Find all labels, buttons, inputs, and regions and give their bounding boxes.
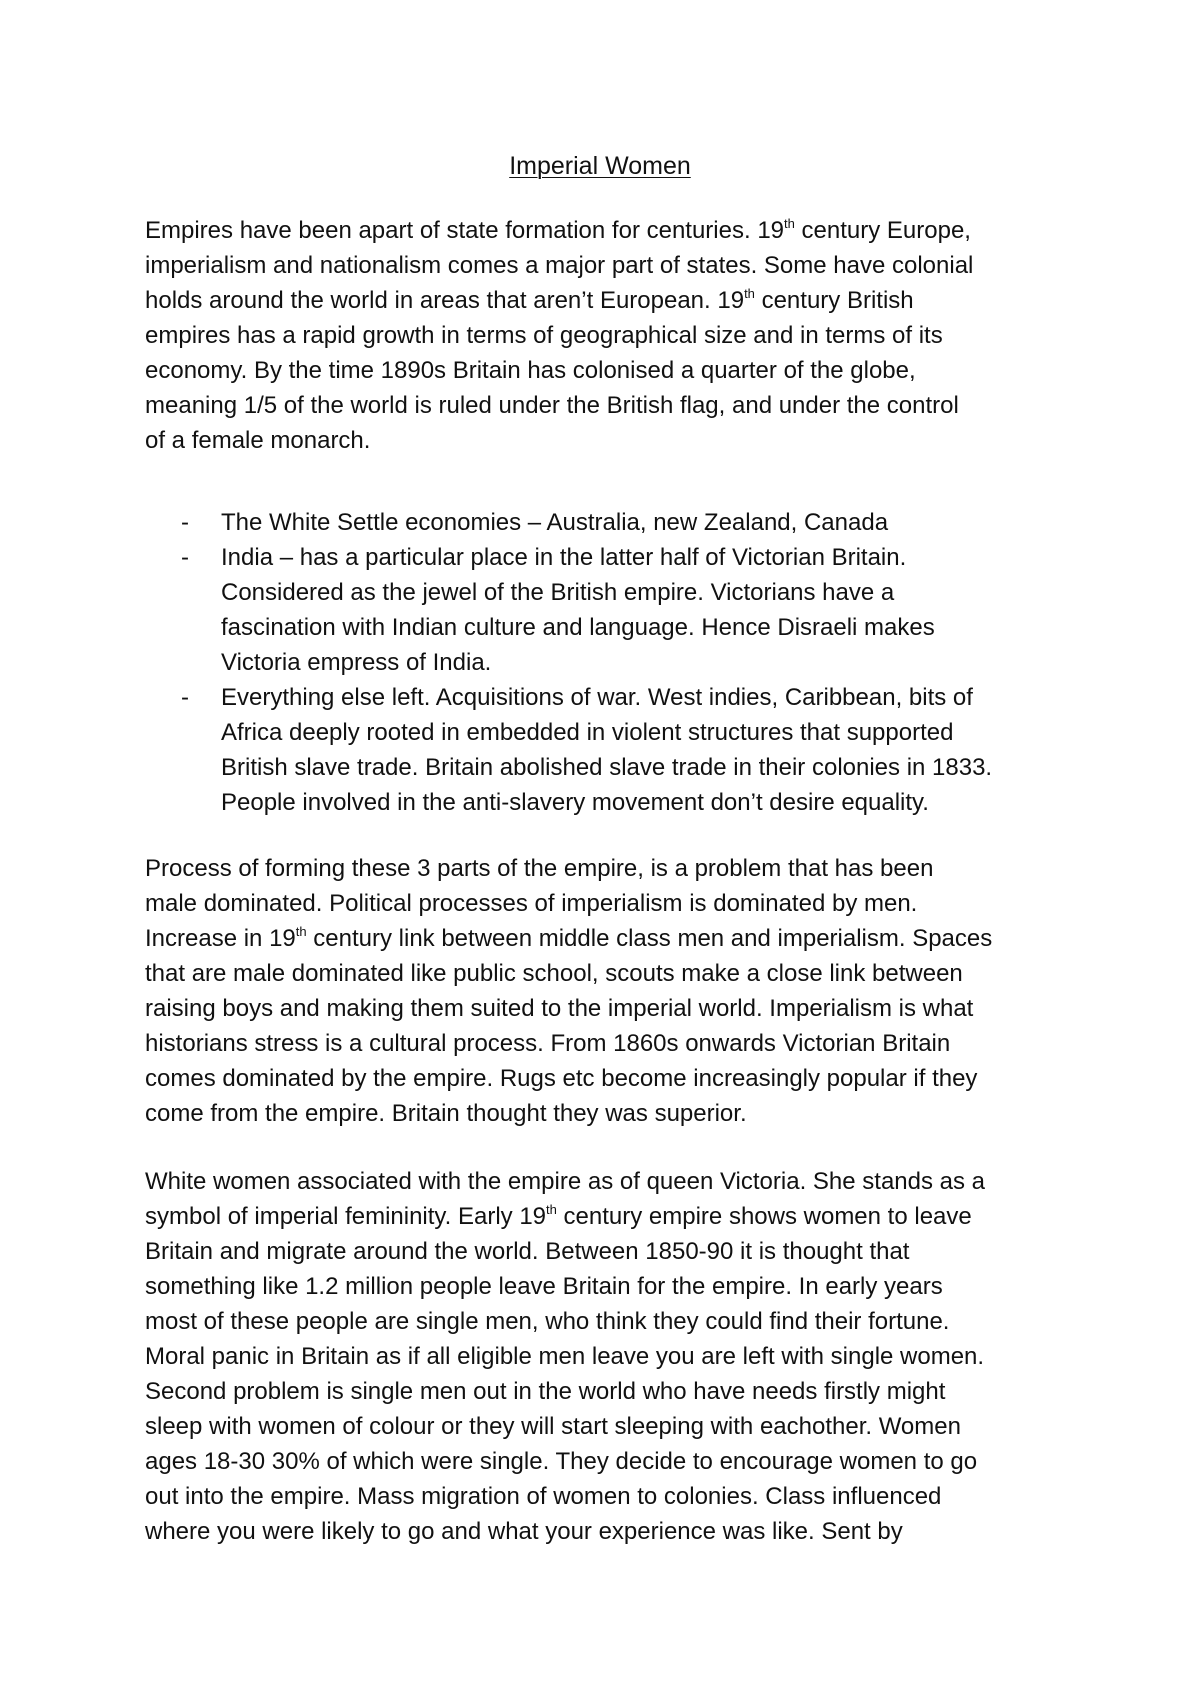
text-line [145, 1199, 1075, 1234]
text-segment: Africa deeply rooted in embedded in violent structures that supported [221, 719, 954, 746]
text-line [145, 921, 1075, 956]
empire-parts-list [145, 505, 1075, 820]
text-segment: Increase in 19 [145, 925, 296, 952]
ordinal-superscript: th [546, 1202, 557, 1217]
text-line [145, 318, 1075, 353]
text-line [221, 610, 1075, 645]
paragraph-white-women [145, 1164, 1075, 1549]
text-segment: British slave trade. Britain abolished slave trade in their colonies in 1833. [221, 754, 993, 781]
text-segment: Considered as the jewel of the British empire. Victorians have a [221, 579, 895, 606]
text-segment: ages 18-30 30% of which were single. They decide to encourage women to go [145, 1448, 978, 1475]
text-line [221, 505, 1075, 540]
paragraph-empires [145, 213, 1075, 458]
text-segment: century Europe, [794, 217, 971, 244]
text-segment: most of these people are single men, who think they could find their fortune. [145, 1308, 950, 1335]
text-line [145, 388, 1075, 423]
text-line [145, 991, 1075, 1026]
dash-bullet-marker: - [181, 684, 189, 711]
text-segment: Process of forming these 3 parts of the empire, is a problem that has been [145, 855, 934, 882]
text-segment: of a female monarch. [145, 427, 371, 454]
text-line [145, 248, 1075, 283]
text-line [145, 1304, 1075, 1339]
text-line [221, 715, 1075, 750]
text-segment: Second problem is single men out in the world who have needs firstly might [145, 1378, 946, 1405]
text-segment: People involved in the anti-slavery movement don’t desire equality. [221, 789, 929, 816]
text-line [145, 1444, 1075, 1479]
text-segment: century British [754, 287, 914, 314]
text-segment: Victoria empress of India. [221, 649, 492, 676]
text-segment: holds around the world in areas that aren’t European. 19 [145, 287, 745, 314]
text-segment: meaning 1/5 of the world is ruled under the British flag, and under the control [145, 392, 959, 419]
text-line [145, 851, 1075, 886]
text-line [145, 283, 1075, 318]
text-line [221, 750, 1075, 785]
text-segment: empires has a rapid growth in terms of geographical size and in terms of its [145, 322, 943, 349]
text-line [145, 1096, 1075, 1131]
text-segment: where you were likely to go and what your experience was like. Sent by [145, 1518, 903, 1545]
text-line [145, 213, 1075, 248]
text-segment: comes dominated by the empire. Rugs etc become increasingly popular if they [145, 1065, 978, 1092]
text-segment: economy. By the time 1890s Britain has colonised a quarter of the globe, [145, 357, 916, 384]
text-segment: come from the empire. Britain thought they was superior. [145, 1100, 747, 1127]
ordinal-superscript: th [784, 216, 795, 231]
list-item [145, 505, 1075, 540]
text-segment: Empires have been apart of state formation for centuries. 19 [145, 217, 785, 244]
text-segment: male dominated. Political processes of imperialism is dominated by men. [145, 890, 918, 917]
text-line [145, 1409, 1075, 1444]
text-line [145, 1479, 1075, 1514]
text-segment: The White Settle economies – Australia, new Zealand, Canada [221, 509, 889, 536]
text-line [221, 680, 1075, 715]
text-line [221, 645, 1075, 680]
list-item [145, 680, 1075, 820]
text-segment: century empire shows women to leave [556, 1203, 972, 1230]
text-line [145, 1026, 1075, 1061]
text-segment: fascination with Indian culture and language. Hence Disraeli makes [221, 614, 935, 641]
text-line [145, 1514, 1075, 1549]
dash-bullet-marker: - [181, 509, 189, 536]
text-segment: symbol of imperial femininity. Early 19 [145, 1203, 547, 1230]
text-segment: raising boys and making them suited to the imperial world. Imperialism is what [145, 995, 974, 1022]
text-line [145, 956, 1075, 991]
text-line [145, 1339, 1075, 1374]
text-line [221, 575, 1075, 610]
text-segment: that are male dominated like public school, scouts make a close link between [145, 960, 963, 987]
text-line [221, 540, 1075, 575]
text-line [145, 423, 1075, 458]
text-segment: out into the empire. Mass migration of women to colonies. Class influenced [145, 1483, 942, 1510]
text-line [145, 353, 1075, 388]
ordinal-superscript: th [295, 924, 307, 939]
text-segment: century link between middle class men and imperialism. Spaces [306, 925, 993, 952]
text-line [145, 1269, 1075, 1304]
text-line [145, 1061, 1075, 1096]
paragraph-male-dominated [145, 851, 1075, 1131]
text-line [145, 1164, 1075, 1199]
text-segment: Everything else left. Acquisitions of war. West indies, Caribbean, bits of [221, 684, 973, 711]
list-item [145, 540, 1075, 680]
text-segment: sleep with women of colour or they will start sleeping with eachother. Women [145, 1413, 961, 1440]
text-segment: historians stress is a cultural process. From 1860s onwards Victorian Britain [145, 1030, 951, 1057]
dash-bullet-marker: - [181, 544, 189, 571]
text-segment: White women associated with the empire as of queen Victoria. She stands as a [145, 1168, 986, 1195]
text-segment: India – has a particular place in the latter half of Victorian Britain. [221, 544, 907, 571]
text-line [145, 1234, 1075, 1269]
text-segment: Britain and migrate around the world. Between 1850-90 it is thought that [145, 1238, 910, 1265]
ordinal-superscript: th [744, 286, 755, 301]
page-title: Imperial Women [509, 152, 691, 180]
text-segment: Moral panic in Britain as if all eligible men leave you are left with single women. [145, 1343, 985, 1370]
text-line [221, 785, 1075, 820]
text-line [145, 1374, 1075, 1409]
text-line [145, 886, 1075, 921]
text-segment: something like 1.2 million people leave Britain for the empire. In early years [145, 1273, 943, 1300]
text-segment: imperialism and nationalism comes a major part of states. Some have colonial [145, 252, 974, 279]
